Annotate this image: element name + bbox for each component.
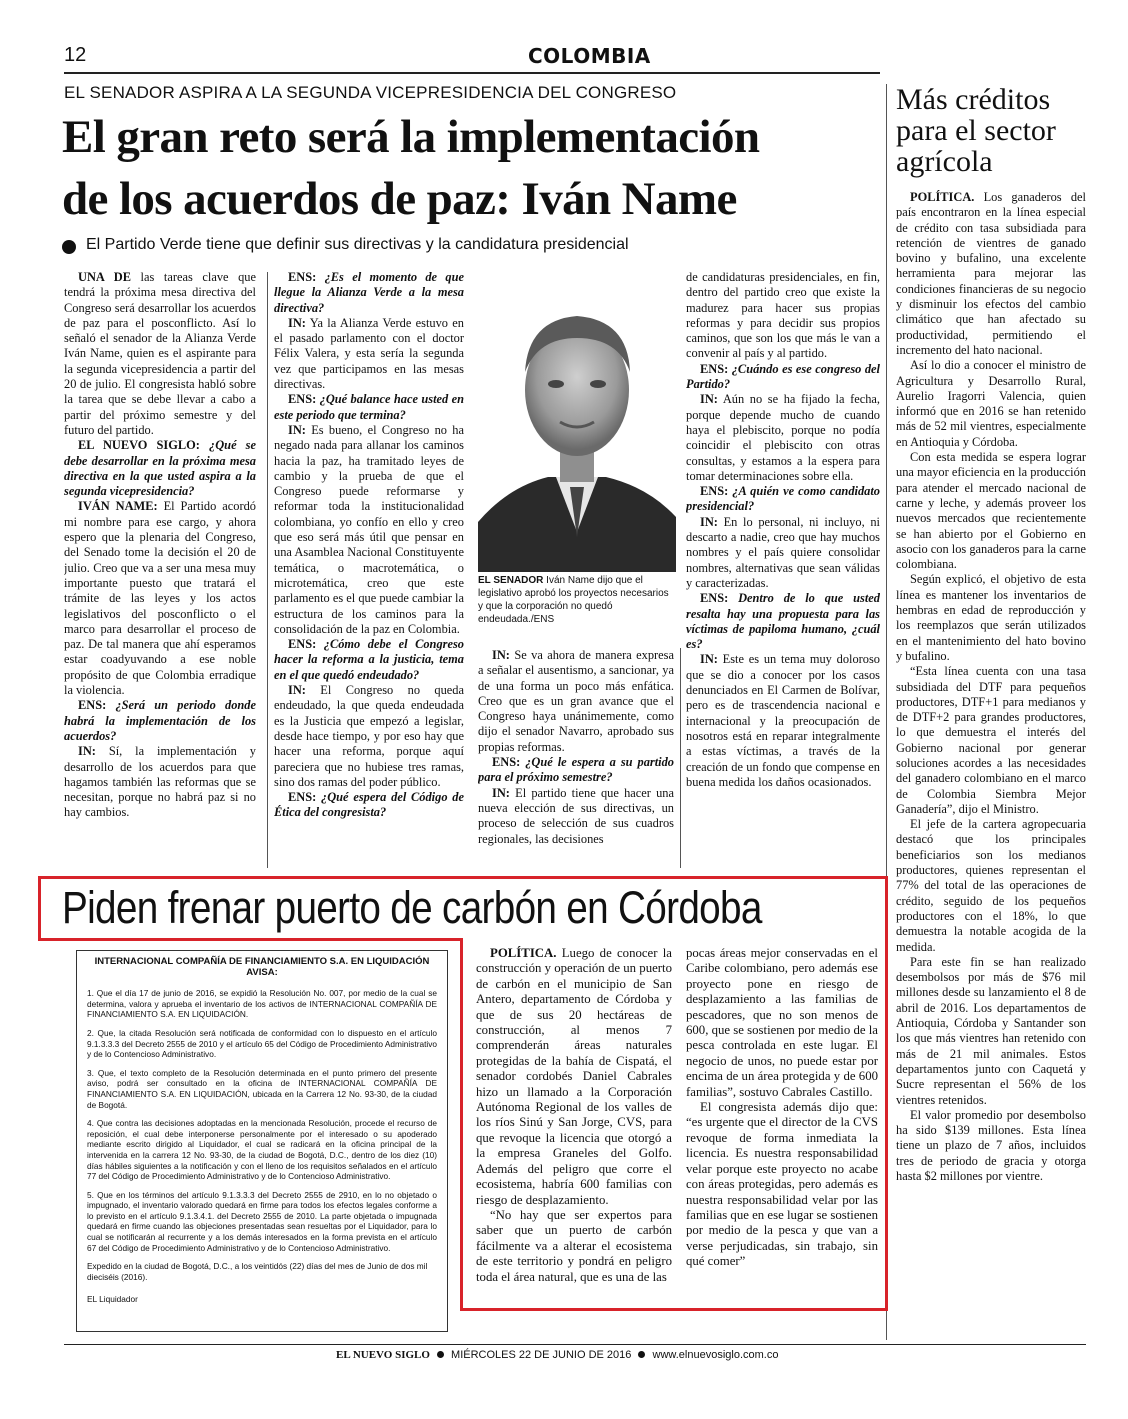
paragraph: IN: Ya la Alianza Verde estuvo en el pasado parlamento con el doctor Félix Valera, y esta sería la segunda vez que participamos en las mesas directivas. [274,315,464,392]
bottom-column-1 [476,946,672,1298]
main-column-2 [274,270,464,870]
paragraph: IN: Este es un tema muy doloroso que se dio a conocer por los casos denunciados en El Carmen de Bolívar, pero es de trascendencia nacional e internacional y la preocupación de nosotros está en reparar integralmente a estas víctimas, a través de la creación de un fondo que compense en buena medida los daños ocasionados. [686,652,880,789]
subhead: El Partido Verde tiene que definir sus directivas y la candidatura presidencial [86,236,629,253]
paragraph-lead: ENS: [288,392,317,407]
section-title: COLOMBIA [528,44,651,68]
paragraph-lead: IN: [288,683,306,698]
paragraph-lead: ENS: [288,637,317,652]
notice-subtitle: AVISA: [246,966,278,978]
paragraph: Para este fin se han realizado desembolsos por más de $76 mil millones desde su lanzamiento el 8 de abril de 2016. Los departamentos de Antioquia, Córdoba y Santander son los que más vientres han retenido con más de 21 mil animales. Estos departamentos junto con Caquetá y Sucre representan el 56% de los vientres retenidos. [896,954,1086,1107]
paragraph-lead: IN: [700,514,718,529]
main-column-4 [686,270,880,870]
page-number: 12 [64,44,87,66]
paragraph-lead: EL NUEVO SIGLO: [78,438,200,453]
paragraph: Así lo dio a conocer el ministro de Agricultura y Desarrollo Rural, Aurelio Iragorri Valencia, quien informó que en 2016 se han retenido más de 52 mil vientres, especialmente en Antioquia y Córdoba. [896,358,1086,449]
notice-item: 1. Que el día 17 de junio de 2016, se expidió la Resolución No. 007, por medio de la cual se determina, valora y aprueba el inventario de los activos de INTERNACIONAL COMPAÑÍA DE FINANCIAMIENTO S.A. EN LIQUIDACIÓN. [87,988,437,1020]
paragraph: UNA DE las tareas clave que tendrá la próxima mesa directiva del Congreso será desarrollar los acuerdos de paz para el posconflicto. Así lo señaló el senador de la Alianza Verde Iván Name, quien es el aspirante para la segunda vicepresidencia a partir del 20 de julio. El congresista habló sobre la tarea que se debe llevar a cabo a partir del próximo semestre y del futuro del partido. [64,270,256,437]
paragraph: pocas áreas mejor conservadas en el Caribe colombiano, pero además ese proyecto pone en riesgo de desplazamiento a las familias de pescadores, que no son menos de 600, que se sostienen por medio de la pesca controlada en este lugar. El negocio de unos, no puede estar por encima de un área protegida y de 600 familias”, sostuvo Cabrales Castillo. [686,946,878,1099]
footer-bullet-icon [638,1351,645,1358]
notice-closing: Expedido en la ciudad de Bogotá, D.C., a los veintidós (22) días del mes de Junio de dos mil dieciséis (2016). [87,1261,428,1282]
side-headline: Más créditos para el sector agrícola [896,83,1056,178]
paragraph: ENS: ¿Será un periodo donde habrá la implementación de los acuerdos? [64,698,256,743]
paragraph-lead: ENS: [700,484,729,499]
notice-signature: EL Liquidador [87,1294,138,1305]
paragraph: IN: Se va ahora de manera expresa a señalar el ausentismo, a sancionar, ya de una forma un poco más enfática. Creo que es un gran avance que el Congreso haya unánimemente, como dijo el senador Navarro, aprobado sus propias reformas. [478,648,674,754]
footer-date: MIÉRCOLES 22 DE JUNIO DE 2016 [451,1349,632,1361]
paragraph-lead: UNA DE [78,270,131,284]
paragraph: IN: Sí, la implementación y desarrollo de los acuerdos para que hagamos también las reformas que se necesitan, porque no habrá paz si no hay cambios. [64,744,256,820]
notice-item: 2. Que, la citada Resolución será notificada de conformidad con lo dispuesto en el artículo 9.1.3.3.3 del Decreto 2555 de 2010 y el artículo 65 del Código de Procedimiento Administrativo y de lo Contencioso Administrativo. [87,1027,437,1060]
senator-photo [478,272,676,572]
notice-item: 4. Que contra las decisiones adoptadas en la mencionada Resolución, procede el recurso de reposición, el cual debe interponerse personalmente por el interesado o su apoderado mediante escrito dirigido al Liquidador, el cual se radicará en la oficina principal de la intervenida en la carrera 12 No. 93-30, de la ciudad de Bogotá, D.C., dentro de los diez (10) días hábiles siguientes a la notificación y con el lleno de los requisitos señalados en el artículo 77 del Código de Procedimiento Administrativo y de lo Contencioso Administrativo. [87,1118,437,1182]
portrait-image [478,272,676,572]
paragraph: IVÁN NAME: El Partido acordó mi nombre para ese cargo, y ahora espero que la plenaria del Congreso, del Senado tome la decisión el 20 de julio. Creo que va a ser una mesa muy importante puesto que tratará el trámite de las leyes y los actos legislativos del posconflicto o el marco para desarrollar el proceso de paz. De tal manera que ahí esperamos estar coadyuvando a ese noble propósito de que Colombia erradique la violencia. [64,499,256,698]
paragraph: ENS: ¿Qué espera del Código de Ética del congresista? [274,790,464,820]
paragraph-lead: IN: [288,315,306,330]
paragraph: ENS: ¿Cómo debe el Congreso hacer la reforma a la justicia, tema en el que quedó endeudado? [274,637,464,682]
photo-caption-text: Iván Name dijo que el legislativo aprobó los proyectos necesarios y que la corporación no quedó endeudada./ENS [478,575,669,625]
paragraph: ENS: ¿Cuándo es ese congreso del Partido? [686,361,880,392]
paragraph-lead: IN: [78,744,96,759]
notice-item: 5. Que en los términos del artículo 9.1.3.3.3 del Decreto 2555 de 2910, en lo no objetado o impugnado, el inventario valorado quedará en firme para todos los efectos legales conforme a lo previsto en el artículo 9.1.3.4.1. del Decreto 2555 de 2010. La parte objetada o impugnada quedará en firme cuando las objeciones presentadas sean resueltas por el Liquidador, para lo cual se notificarán al recurrente y a los demás interesados en la forma prevista en el artículo 67 del Código de Procedimiento Administrativo y de lo Contencioso Administrativo. [87,1189,437,1253]
headline-line-2: de los acuerdos de paz: Iván Name [62,173,737,225]
column-rule [680,648,681,868]
notice-item: 3. Que, el texto completo de la Resolución determinada en el punto primero del presente aviso, podrá ser consultado en la oficina de INTERNACIONAL COMPAÑÍA DE FINANCIAMIENTO S.A. EN LIQUIDACIÓN, ubicada en la Carrera 12 No. 93-30, de la ciudad de Bogotá. [87,1067,437,1110]
headline-line-1: El gran reto será la implementación [62,111,760,163]
paragraph: El congresista además dijo que: “es urgente que el director de la CVS revoque de forma inmediata la licencia. Es nuestra responsabilidad velar porque este proyecto no acabe con áreas protegidas, pero además es nuestra responsabilidad velar por las familias que en ese lugar se sostienen por medio de la pesca y que van a verse perjudicadas, sin trabajo, sin qué comer” [686,1100,878,1269]
paragraph-lead: IN: [700,392,718,407]
paragraph-lead: IN: [288,422,306,437]
main-column-1 [64,270,256,870]
column-rule [267,272,268,868]
paragraph: “Esta línea cuenta con una tasa subsidiada del DTF para pequeños productores, DTF+1 para medianos y de DTF+2 para grandes productores, lo que demuestra el interés del Gobierno nacional por generar soluciones acordes a las necesidades del ganadero colombiano en el marco de Colombia Siembra Mejor Ganadería”, dijo el Ministro. [896,664,1086,816]
paragraph: ENS: ¿Qué balance hace usted en este periodo que termina? [274,392,464,422]
paragraph-lead: ENS: [78,698,107,713]
bottom-column-2 [686,946,878,1298]
paragraph: IN: En lo personal, ni incluyo, ni descarto a nadie, creo que hay muchos nombres y el país quiere consolidar nombres, alternativas que sean válidas y caracterizadas. [686,514,880,590]
footer-masthead: EL NUEVO SIGLO [336,1349,430,1361]
paragraph: ENS: Dentro de lo que usted resalta hay una propuesta para las víctimas de papiloma humano, ¿cuál es? [686,591,880,652]
paragraph: El valor promedio por desembolso ha sido $139 millones. Esta línea tiene un plazo de 7 años, incluidos tres de periodo de gracia y otorga hasta $2 millones por vientre. [896,1107,1086,1183]
paragraph: POLÍTICA. Luego de conocer la construcción y operación de un puerto de carbón en el municipio de San Antero, departamento de Córdoba y que de sus 20 hectáreas de construcción, al menos 7 comprenderán áreas naturales protegidas de la bahía de Cispatá, el senador cordobés Daniel Cabrales hizo un llamado a la Corporación Autónoma Regional de los valles de los ríos Sinú y San Jorge, CVS, para que revoque la licencia que otorgó a la empresa Graneles del Golfo. Además del peligro que corre el ecosistema, habría 600 familias con riesgo de desplazamiento. [476,946,672,1207]
paragraph: EL NUEVO SIGLO: ¿Qué se debe desarrollar en la próxima mesa directiva en la que usted aspira a la segunda vicepresidencia? [64,438,256,499]
paragraph: Con esta medida se espera lograr una mayor eficiencia en la producción para atender el mercado nacional de carne y leche, y además proveer los nuevos mercados que recientemente se han abierto por el Gobierno en asocio con los ganaderos para la carne colombiana. [896,450,1086,572]
paragraph-lead: IN: [492,648,510,662]
footer-url: www.elnuevosiglo.com.co [652,1349,779,1361]
paragraph: Según explicó, el objetivo de esta línea es mantener los inventarios de hembras en edad de reproducción y los reemplazos que serán utilizados en el mantenimiento del hato bovino y bufalino. [896,572,1086,663]
paragraph-lead: IN: [492,785,510,800]
paragraph-lead: ENS: [288,790,317,805]
paragraph: POLÍTICA. Los ganaderos del país encontraron en la línea especial de crédito con tasa subsidiada para retención de vientres de ganado bovino y bufalino, una excelente herramienta para mejorar las condiciones financieras de su negocio y disminuir los efectos del cambio climático que han afectado su productividad, permitiendo el incremento del hato nacional. [896,190,1086,357]
notice-title: INTERNACIONAL COMPAÑÍA DE FINANCIAMIENTO S.A. EN LIQUIDACIÓN [94,956,430,967]
paragraph: IN: Es bueno, el Congreso no ha negado nada para allanar los caminos hacia la paz, ha tramitado leyes de cambio y la prueba de que el Congreso puede reformarse y reformar toda la institucionalidad colombiana, yo confío en ello y creo que eso será más útil que pensar en una Asamblea Nacional Constituyente temática, o macrotemática, o microtemática, creo que este parlamento es el que puede cambiar la estructura de los caminos para la consolidación de la paz en Colombia. [274,422,464,636]
paragraph-lead: IN: [700,652,718,667]
side-column [896,190,1086,1340]
paragraph: IN: Aún no se ha fijado la fecha, porque depende mucho de cuando haya el plebiscito, porque no podía coincidir el plebiscito con otras consultas, y estamos a la espera para tomar determinaciones sobre ella. [686,392,880,483]
paragraph-lead: ENS: [700,361,729,376]
legal-notice [76,950,448,1332]
paragraph-lead: POLÍTICA. [910,190,975,204]
paragraph: “No hay que ser expertos para saber que un puerto de carbón fácilmente va a alterar el ecosistema de este territorio y pondrá en peligro toda el área natural, que es una de las [476,1207,672,1284]
paragraph-lead: POLÍTICA. [490,946,557,960]
footer [336,1349,778,1361]
notice-items [87,988,437,1253]
paragraph: IN: El Congreso no queda endeudado, la que queda endeudada es la Justicia que empezó a legislar, desde hace tiempo, y por eso hay que hacer una reforma, porque aquí pareciera que no hubiese tres ramas, sino dos ramas del poder público. [274,683,464,789]
photo-caption [478,574,674,626]
subhead-bullet-icon [62,240,76,254]
kicker: EL SENADOR ASPIRA A LA SEGUNDA VICEPRESIDENCIA DEL CONGRESO [64,83,677,102]
paragraph: ENS: ¿A quién ve como candidato presidencial? [686,484,880,514]
highlight-box-step [38,938,463,941]
header-rule [64,72,880,74]
photo-caption-lead: EL SENADOR [478,575,544,586]
paragraph-lead: ENS: [492,755,521,770]
paragraph-lead: ENS: [288,270,317,284]
main-column-3 [478,648,674,870]
bottom-headline: Piden frenar puerto de carbón en Córdoba [62,882,762,933]
paragraph: El jefe de la cartera agropecuaria destacó que los principales beneficiarios son los medianos productores, quienes representan el 77% del total de las operaciones de crédito, seguido de los pequeños productores con el 18%, lo que demuestra la notable acogida de la medida. [896,817,1086,954]
footer-bullet-icon [437,1351,444,1358]
paragraph-lead: ENS: [700,591,729,606]
paragraph: de candidaturas presidenciales, en fin, dentro del partido creo que existe la madurez para hacer sus propias reformas y para decidir sus propios caminos, que son los que más le van a convenir al país y al partido. [686,270,880,361]
footer-rule [64,1344,1086,1345]
paragraph: IN: El partido tiene que hacer una nueva elección de sus directivas, un proceso de selección de sus cuadros regionales, las decisiones [478,785,674,846]
paragraph: ENS: ¿Qué le espera a su partido para el próximo semestre? [478,755,674,785]
paragraph: ENS: ¿Es el momento de que llegue la Alianza Verde a la mesa directiva? [274,270,464,315]
paragraph-lead: IVÁN NAME: [78,499,158,514]
